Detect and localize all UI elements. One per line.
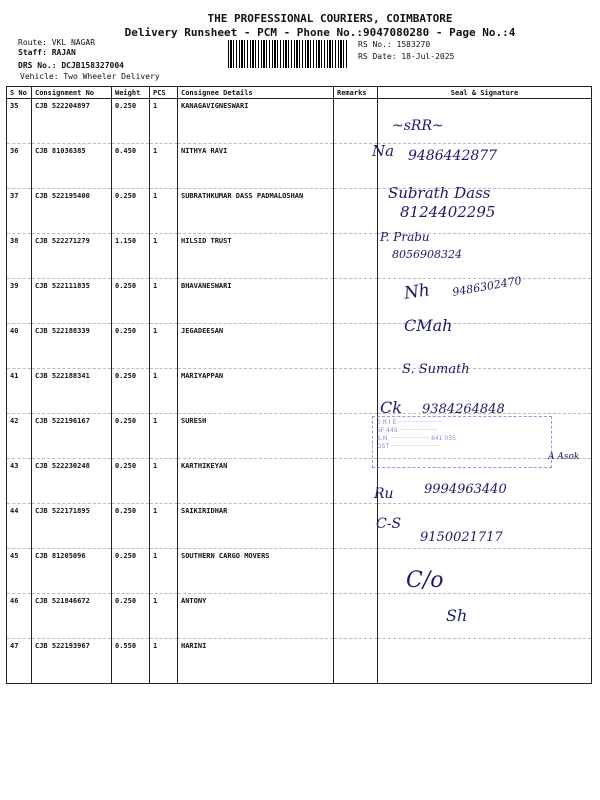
row-sno: 40 xyxy=(7,324,32,369)
row-sno: 39 xyxy=(7,279,32,324)
handwritten-note-43: A Asok xyxy=(548,452,580,462)
handwritten-phone-37: 8124402295 xyxy=(400,203,496,221)
row-sno: 37 xyxy=(7,189,32,234)
row-sno: 38 xyxy=(7,234,32,279)
row-remarks xyxy=(334,144,378,189)
handwritten-name-38: P. Prabu xyxy=(380,230,430,244)
row-consignment-no: CJB 81205096 xyxy=(32,549,112,594)
row-sno: 42 xyxy=(7,414,32,459)
row-sno: 46 xyxy=(7,594,32,639)
rs-date: RS Date: 18-Jul-2025 xyxy=(358,52,455,61)
row-sno: 45 xyxy=(7,549,32,594)
row-pcs: 1 xyxy=(150,369,178,414)
company-stamp: E R I E ······················· SF 445 ···················· S.N. ···················· 641 035 GST ·························· xyxy=(372,416,552,468)
row-consignment-no: CJB 522204897 xyxy=(32,99,112,144)
row-remarks xyxy=(334,414,378,459)
row-consignment-no: CJB 522230248 xyxy=(32,459,112,504)
row-remarks xyxy=(334,99,378,144)
row-consignment-no: CJB 522188341 xyxy=(32,369,112,414)
staff-label: Staff: RAJAN xyxy=(18,48,76,57)
col-sno: S No xyxy=(7,87,32,99)
row-weight: 0.250 xyxy=(112,459,150,504)
row-pcs: 1 xyxy=(150,324,178,369)
row-consignment-no: CJB 522188339 xyxy=(32,324,112,369)
row-consignment-no: CJB 521846672 xyxy=(32,594,112,639)
row-consignee: JEGADEESAN xyxy=(178,324,334,369)
row-pcs: 1 xyxy=(150,414,178,459)
row-pcs: 1 xyxy=(150,279,178,324)
handwritten-name-37: Subrath Dass xyxy=(388,184,491,202)
row-weight: 0.250 xyxy=(112,414,150,459)
row-weight: 0.250 xyxy=(112,189,150,234)
barcode xyxy=(228,40,348,68)
row-consignee: BHAVANESWARI xyxy=(178,279,334,324)
signature-35: ~sRR~ xyxy=(392,118,444,134)
row-pcs: 1 xyxy=(150,639,178,684)
row-sno: 43 xyxy=(7,459,32,504)
row-consignee: ANTONY xyxy=(178,594,334,639)
row-consignee: SURESH xyxy=(178,414,334,459)
row-remarks xyxy=(334,639,378,684)
row-sno: 35 xyxy=(7,99,32,144)
row-remarks xyxy=(334,369,378,414)
table-row xyxy=(7,639,592,684)
row-weight: 0.250 xyxy=(112,549,150,594)
row-weight: 0.250 xyxy=(112,279,150,324)
signature-47: Sh xyxy=(446,606,468,625)
row-weight: 0.250 xyxy=(112,594,150,639)
handwritten-phone-44: 9994963440 xyxy=(424,482,507,497)
row-remarks xyxy=(334,459,378,504)
table-row xyxy=(7,549,592,594)
table-row xyxy=(7,324,592,369)
signature-40: CMah xyxy=(404,316,453,335)
row-consignment-no: CJB 522196167 xyxy=(32,414,112,459)
handwritten-phone-45: 9150021717 xyxy=(420,530,503,545)
row-weight: 0.250 xyxy=(112,324,150,369)
row-pcs: 1 xyxy=(150,234,178,279)
col-consignee: Consignee Details xyxy=(178,87,334,99)
rs-number: RS No.: 1583270 xyxy=(358,40,431,49)
handwritten-phone-38: 8056908324 xyxy=(392,248,462,261)
signature-45: C-S xyxy=(376,516,402,532)
row-signature xyxy=(378,594,592,639)
row-pcs: 1 xyxy=(150,549,178,594)
row-remarks xyxy=(334,234,378,279)
handwritten-mark-46: C/o xyxy=(406,568,444,593)
row-weight: 0.450 xyxy=(112,144,150,189)
col-remarks: Remarks xyxy=(334,87,378,99)
drs-label: DRS No.: DCJB158327004 xyxy=(18,61,124,70)
row-consignment-no: CJB 522271279 xyxy=(32,234,112,279)
row-consignee: KARTHIKEYAN xyxy=(178,459,334,504)
company-title: THE PROFESSIONAL COURIERS, COIMBATORE xyxy=(207,12,453,25)
row-weight: 0.250 xyxy=(112,369,150,414)
row-sno: 44 xyxy=(7,504,32,549)
row-consignee: MARIYAPPAN xyxy=(178,369,334,414)
row-pcs: 1 xyxy=(150,189,178,234)
signature-39: Nh xyxy=(402,280,432,304)
row-consignment-no: CJB 522195400 xyxy=(32,189,112,234)
row-weight: 0.250 xyxy=(112,504,150,549)
row-remarks xyxy=(334,504,378,549)
table-row xyxy=(7,234,592,279)
row-consignee: NITHYA RAVI xyxy=(178,144,334,189)
row-weight: 0.250 xyxy=(112,99,150,144)
table-header xyxy=(7,87,592,99)
col-weight: Weight xyxy=(112,87,150,99)
row-pcs: 1 xyxy=(150,504,178,549)
row-weight: 1.150 xyxy=(112,234,150,279)
row-pcs: 1 xyxy=(150,99,178,144)
handwritten-phone-39: 9486302470 xyxy=(451,274,523,299)
row-pcs: 1 xyxy=(150,459,178,504)
row-consignee: SOUTHERN CARGO MOVERS xyxy=(178,549,334,594)
vehicle-label: Vehicle: Two Wheeler Delivery xyxy=(20,72,160,81)
row-remarks xyxy=(334,594,378,639)
row-consignment-no: CJB 81036385 xyxy=(32,144,112,189)
row-consignee: SAIKIRIDHAR xyxy=(178,504,334,549)
row-consignment-no: CJB 522171895 xyxy=(32,504,112,549)
table-row xyxy=(7,144,592,189)
runsheet-table xyxy=(6,86,592,684)
row-sno: 47 xyxy=(7,639,32,684)
row-consignee: SUBRATHKUMAR DASS PADMALOSHAN xyxy=(178,189,334,234)
row-remarks xyxy=(334,549,378,594)
signature-44: Ru xyxy=(374,486,394,502)
row-pcs: 1 xyxy=(150,594,178,639)
row-remarks xyxy=(334,279,378,324)
signature-36: Na xyxy=(372,142,395,160)
table-row xyxy=(7,594,592,639)
row-signature xyxy=(378,639,592,684)
col-pcs: PCS xyxy=(150,87,178,99)
row-sno: 36 xyxy=(7,144,32,189)
table-row xyxy=(7,189,592,234)
route-label: Route: VKL NAGAR xyxy=(18,38,96,47)
row-consignment-no: CJB 522193967 xyxy=(32,639,112,684)
table-row xyxy=(7,504,592,549)
signature-42: Ck xyxy=(380,398,402,417)
row-remarks xyxy=(334,324,378,369)
table-row xyxy=(7,99,592,144)
handwritten-phone-42: 9384264848 xyxy=(422,402,505,417)
row-pcs: 1 xyxy=(150,144,178,189)
runsheet-subtitle: Delivery Runsheet - PCM - Phone No.:9047080280 - Page No.:4 xyxy=(124,26,516,39)
handwritten-phone-36: 9486442877 xyxy=(408,148,498,164)
row-weight: 0.550 xyxy=(112,639,150,684)
handwritten-name-41: S. Sumath xyxy=(402,362,470,377)
col-consignment: Consignment No xyxy=(32,87,112,99)
row-consignee: HARINI xyxy=(178,639,334,684)
row-consignee: KANAGAVIGNESWARI xyxy=(178,99,334,144)
row-remarks xyxy=(334,189,378,234)
row-consignee: HILSID TRUST xyxy=(178,234,334,279)
col-signature: Seal & Signature xyxy=(378,87,592,99)
row-consignment-no: CJB 522111835 xyxy=(32,279,112,324)
row-sno: 41 xyxy=(7,369,32,414)
